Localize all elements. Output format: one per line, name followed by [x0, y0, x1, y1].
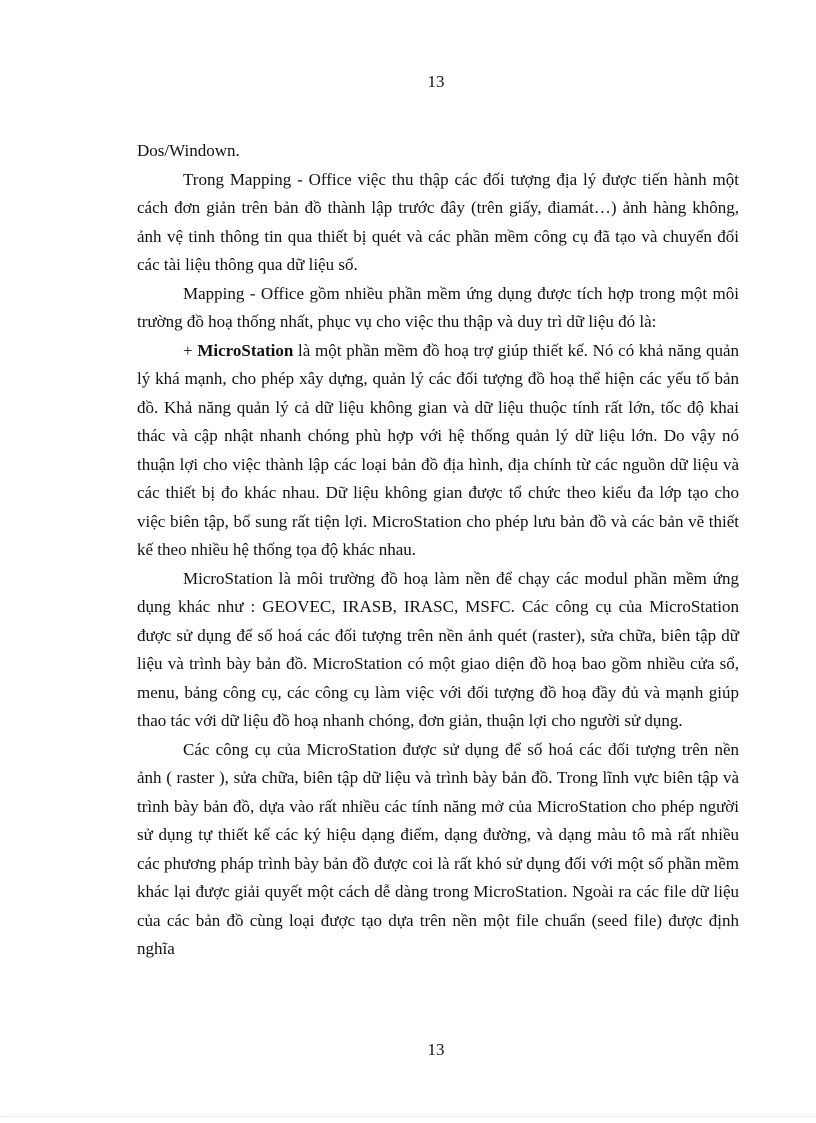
paragraph-5: MicroStation là môi trường đồ hoạ làm nền để chạy các modul phần mềm ứng dụng khác như : GEOVEC, IRASB, IRASC, MSFC. Các công cụ của MicroStation được sử dụng để số hoá các đối tượng trên nền ảnh quét (raster), sửa chữa, biên tập dữ liệu và trình bày bản đồ. MicroStation có một giao diện đồ hoạ bao gồm nhiều cửa sổ, menu, bảng công cụ, các công cụ làm việc với đối tượng đồ hoạ đầy đủ và mạnh giúp thao tác với dữ liệu đồ hoạ nhanh chóng, đơn giản, thuận lợi cho người sử dụng.: [137, 568, 739, 730]
paragraph-1: Dos/Windown.: [137, 141, 240, 160]
paragraph-3: Mapping - Office gồm nhiều phần mềm ứng dụng được tích hợp trong một môi trường đồ hoạ thống nhất, phục vụ cho việc thu thập và duy trì dữ liệu đó là:: [137, 283, 739, 331]
page-number-top: 13: [427, 72, 445, 91]
paragraph-6: Các công cụ của MicroStation được sử dụng để số hoá các đối tượng trên nền ảnh ( raster ), sửa chữa, biên tập dữ liệu và trình bày bản đồ. Trong lĩnh vực biên tập và trình bày bản đồ, dựa vào rất nhiều các tính năng mở của MicroStation cho phép người sử dụng tự thiết kế các ký hiệu dạng điểm, dạng đường, và dạng màu tô mà rất nhiều các phương pháp trình bày bản đồ được coi là rất khó sử dụng đối với một số phần mềm khác lại được giải quyết một cách dễ dàng trong MicroStation. Ngoài ra các file dữ liệu của các bản đồ cùng loại được tạo dựa trên nền một file chuẩn (seed file) được định nghĩa: [137, 739, 739, 958]
paragraph-4-text: là một phần mềm đồ hoạ trợ giúp thiết kế. Nó có khả năng quản lý khá mạnh, cho phép xây dựng, quản lý các đối tượng đồ hoạ thể hiện các yếu tố bản đồ. Khả năng quản lý cả dữ liệu không gian và dữ liệu thuộc tính rất lớn, tốc độ khai thác và cập nhật nhanh chóng phù hợp với hệ thống quản lý dữ liệu lớn. Do vậy nó thuận lợi cho việc thành lập các loại bản đồ địa hình, địa chính từ các nguồn dữ liệu và các thiết bị đo khác nhau. Dữ liệu không gian được tổ chức theo kiểu đa lớp tạo cho việc biên tập, bổ sung rất tiện lợi. MicroStation cho phép lưu bản đồ và các bản vẽ thiết kế theo nhiều hệ thống tọa độ khác nhau.: [137, 340, 739, 559]
paragraph-2: Trong Mapping - Office việc thu thập các đối tượng địa lý được tiến hành một cách đơn giản trên bản đồ thành lập trước đây (trên giấy, điamát…) ảnh hàng không, ảnh vệ tinh thông tin qua thiết bị quét và các phần mềm công cụ đã tạo và chuyển đổi các tài liệu thông qua dữ liệu số.: [137, 169, 739, 274]
page-number-bottom: 13: [427, 1040, 445, 1059]
bullet-marker: +: [183, 340, 198, 360]
document-body: [137, 137, 739, 964]
page-bottom-divider: [0, 1116, 816, 1117]
paragraph-4: [137, 337, 739, 565]
term-microstation: MicroStation: [197, 340, 294, 360]
